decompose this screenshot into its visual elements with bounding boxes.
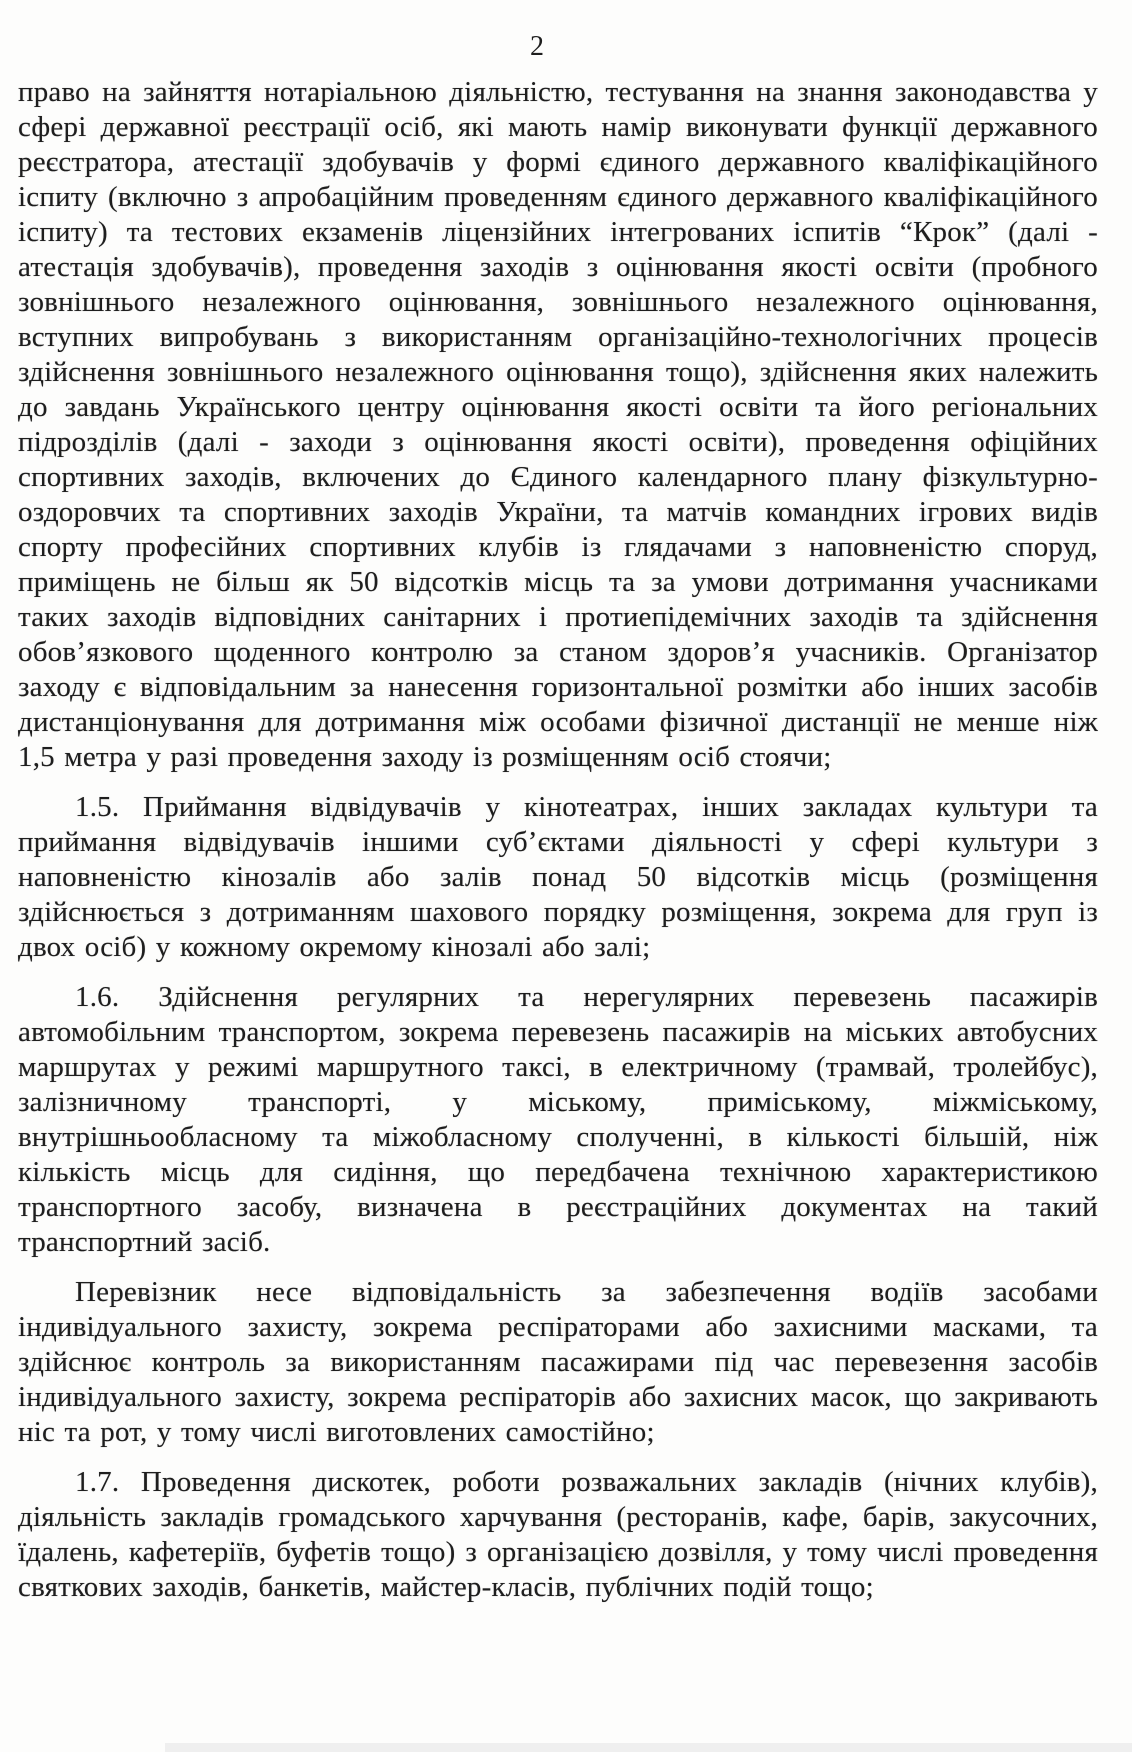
- paragraph-item-1-6: 1.6. Здійснення регулярних та нерегулярних перевезень пасажирів автомобільним транспортом, зокрема перевезень пасажирів на міських автобусних маршрутах у режимі маршрутного таксі, в електричному (трамвай, тролейбус), залізничному транспорті, у міському, приміському, міжміському, внутрішньообласному та міжобласному сполученні, в кількості більшій, ніж кількість місць для сидіння, що передбачена технічною характеристикою транспортного засобу, визначена в реєстраційних документах на такий транспортний засіб.: [18, 981, 1098, 1258]
- paragraph-item-1-7: 1.7. Проведення дискотек, роботи розважальних закладів (нічних клубів), діяльність закладів громадського харчування (ресторанів, кафе, барів, закусочних, їдалень, кафетеріїв, буфетів тощо) з організацією дозвілля, у тому числі проведення святкових заходів, банкетів, майстер-класів, публічних подій тощо;: [18, 1466, 1098, 1603]
- paragraph-continuation: право на зайняття нотаріальною діяльністю, тестування на знання законодавства у сфері державної реєстрації осіб, які мають намір виконувати функції державного реєстратора, атестації здобувачів у формі єдиного державного кваліфікаційного іспиту (включно з апробаційним проведенням єдиного державного кваліфікаційного іспиту) та тестових екзаменів ліцензійних інтегрованих іспитів “Крок” (далі - атестація здобувачів), проведення заходів з оцінювання якості освіти (пробного зовнішнього незалежного оцінювання, зовнішнього незалежного оцінювання, вступних випробувань з використанням організаційно-технологічних процесів здійснення зовнішнього незалежного оцінювання тощо), здійснення яких належить до завдань Українського центру оцінювання якості освіти та його регіональних підрозділів (далі - заходи з оцінювання якості освіти), проведення офіційних спортивних заходів, включених до Єдиного календарного плану фізкультурно-оздоровчих та спортивних заходів України, та матчів командних ігрових видів спорту професійних спортивних клубів із глядачами з наповненістю споруд, приміщень не більш як 50 відсотків місць та за умови дотримання учасниками таких заходів відповідних санітарних і протиепідемічних заходів та здійснення обов’язкового щоденного контролю за станом здоров’я учасників. Організатор заходу є відповідальним за нанесення горизонтальної розмітки або інших засобів дистанціонування для дотримання між особами фізичної дистанції не менше ніж 1,5 метра у разі проведення заходу із розміщенням осіб стоячи;: [18, 76, 1098, 773]
- scan-edge-artifact: [165, 1743, 1132, 1752]
- paragraph-item-1-5: 1.5. Приймання відвідувачів у кінотеатрах, інших закладах культури та приймання відвідувачів іншими суб’єктами діяльності у сфері культури з наповненістю кінозалів або залів понад 50 відсотків місць (розміщення здійснюється з дотриманням шахового порядку розміщення, зокрема для груп із двох осіб) у кожному окремому кінозалі або залі;: [18, 791, 1098, 963]
- page-number: 2: [530, 31, 544, 62]
- paragraph-carrier-responsibility: Перевізник несе відповідальність за забезпечення водіїв засобами індивідуального захисту, зокрема респіраторами або захисними масками, та здійснює контроль за використанням пасажирами під час перевезення засобів індивідуального захисту, зокрема респіраторів або захисних масок, що закривають ніс та рот, у тому числі виготовлених самостійно;: [18, 1276, 1098, 1448]
